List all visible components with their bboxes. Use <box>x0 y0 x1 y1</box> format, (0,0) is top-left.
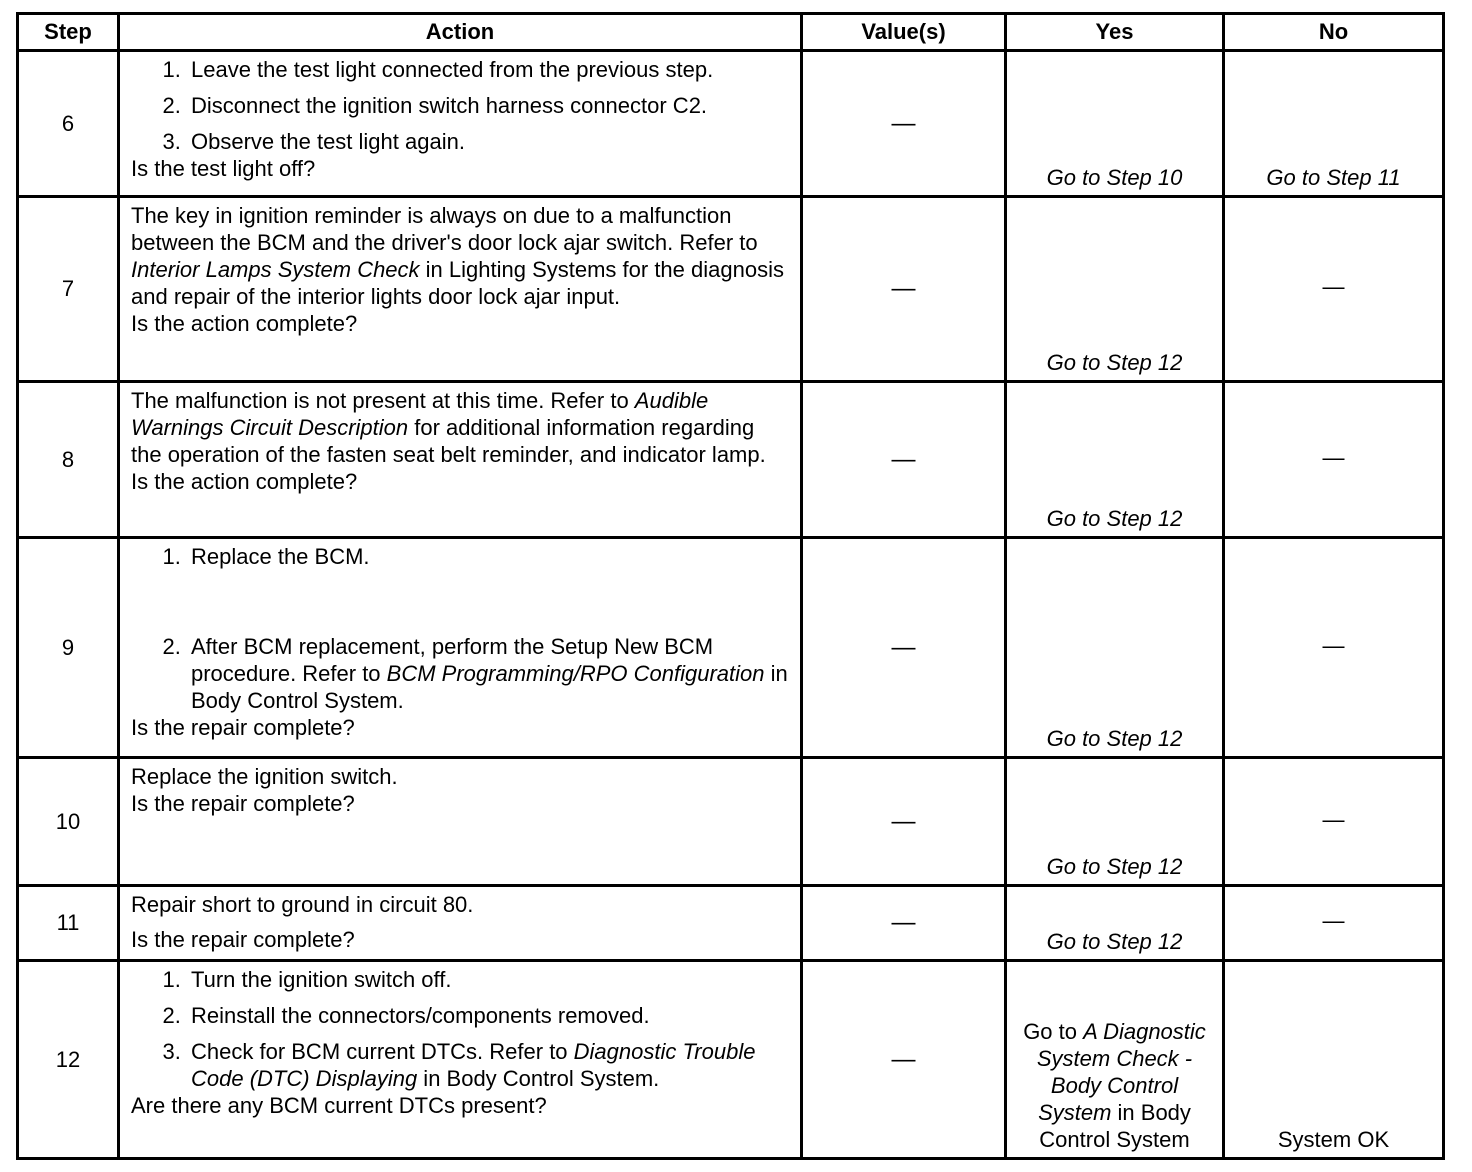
no-cell: — <box>1224 538 1444 758</box>
yes-link[interactable]: Go to Step 12 <box>1006 197 1224 382</box>
reference-link[interactable]: Diagnostic Trouble Code (DTC) Displaying <box>191 1039 756 1091</box>
question: Is the repair complete? <box>131 715 355 740</box>
table-row <box>18 961 1444 1159</box>
value-cell: — <box>802 758 1006 886</box>
list-item: 1. Replace the BCM. <box>187 543 790 570</box>
no-cell: — <box>1224 382 1444 538</box>
action-list <box>131 543 790 714</box>
value-cell: — <box>802 197 1006 382</box>
list-item: 2. Reinstall the connectors/components removed. <box>187 1002 790 1029</box>
yes-link[interactable]: Go to Step 12 <box>1006 538 1224 758</box>
step-number: 12 <box>18 961 119 1159</box>
reference-link[interactable]: BCM Programming/RPO Configuration <box>386 661 765 686</box>
table-row <box>18 758 1444 886</box>
action-cell <box>119 961 802 1159</box>
header-action: Action <box>119 14 802 51</box>
action-cell <box>119 886 802 961</box>
yes-link[interactable]: Go to Step 12 <box>1006 758 1224 886</box>
value-cell: — <box>802 51 1006 197</box>
reference-link[interactable]: Audible Warnings Circuit Description <box>131 388 709 440</box>
question: Is the repair complete? <box>131 927 355 952</box>
header-step: Step <box>18 14 119 51</box>
table-row <box>18 538 1444 758</box>
list-item: 2. Disconnect the ignition switch harness connector C2. <box>187 92 790 119</box>
action-text: The malfunction is not present at this time. Refer to Audible Warnings Circuit Description for additional information regarding the operation of the fasten seat belt reminder, and indicator lamp. <box>131 388 766 467</box>
action-cell <box>119 758 802 886</box>
action-cell <box>119 538 802 758</box>
value-cell: — <box>802 886 1006 961</box>
question: Is the action complete? <box>131 469 358 494</box>
step-number: 10 <box>18 758 119 886</box>
action-cell <box>119 51 802 197</box>
step-number: 7 <box>18 197 119 382</box>
action-cell <box>119 197 802 382</box>
table-row <box>18 51 1444 197</box>
action-list <box>131 56 790 155</box>
value-cell: — <box>802 382 1006 538</box>
no-cell: — <box>1224 886 1444 961</box>
header-row <box>18 14 1444 51</box>
yes-link[interactable]: Go to Step 10 <box>1006 51 1224 197</box>
table-row <box>18 382 1444 538</box>
reference-link[interactable]: Interior Lamps System Check <box>131 257 420 282</box>
question: Is the repair complete? <box>131 791 355 816</box>
list-item: 1. Leave the test light connected from the previous step. <box>187 56 790 83</box>
no-result: System OK <box>1224 961 1444 1159</box>
value-cell: — <box>802 961 1006 1159</box>
value-cell: — <box>802 538 1006 758</box>
question: Is the action complete? <box>131 311 358 336</box>
step-number: 11 <box>18 886 119 961</box>
action-text: The key in ignition reminder is always on due to a malfunction between the BCM and the driver's door lock ajar switch. Refer to Interior Lamps System Check in Lighting Systems for the diagnosis and repair of the interior lights door lock ajar input. <box>131 203 784 309</box>
no-cell: — <box>1224 197 1444 382</box>
yes-link[interactable]: Go to A Diagnostic System Check - Body Control System in Body Control System <box>1006 961 1224 1159</box>
header-values: Value(s) <box>802 14 1006 51</box>
step-number: 8 <box>18 382 119 538</box>
action-text: Replace the ignition switch. <box>131 764 398 789</box>
action-cell <box>119 382 802 538</box>
action-list <box>131 966 790 1092</box>
diagnostic-table <box>16 12 1445 1160</box>
list-item: 1. Turn the ignition switch off. <box>187 966 790 993</box>
no-cell: — <box>1224 758 1444 886</box>
question: Is the test light off? <box>131 156 316 181</box>
no-link[interactable]: Go to Step 11 <box>1224 51 1444 197</box>
yes-link[interactable]: Go to Step 12 <box>1006 382 1224 538</box>
action-text: Repair short to ground in circuit 80. <box>131 892 474 917</box>
header-no: No <box>1224 14 1444 51</box>
question: Are there any BCM current DTCs present? <box>131 1093 547 1118</box>
list-item: 3. Observe the test light again. <box>187 128 790 155</box>
list-item: 2. After BCM replacement, perform the Setup New BCM procedure. Refer to BCM Programming/RPO Configuration in Body Control System. <box>187 633 790 714</box>
table-row <box>18 886 1444 961</box>
header-yes: Yes <box>1006 14 1224 51</box>
yes-link[interactable]: Go to Step 12 <box>1006 886 1224 961</box>
step-number: 9 <box>18 538 119 758</box>
step-number: 6 <box>18 51 119 197</box>
list-item: 3. Check for BCM current DTCs. Refer to Diagnostic Trouble Code (DTC) Displaying in Body Control System. <box>187 1038 790 1092</box>
table-row <box>18 197 1444 382</box>
